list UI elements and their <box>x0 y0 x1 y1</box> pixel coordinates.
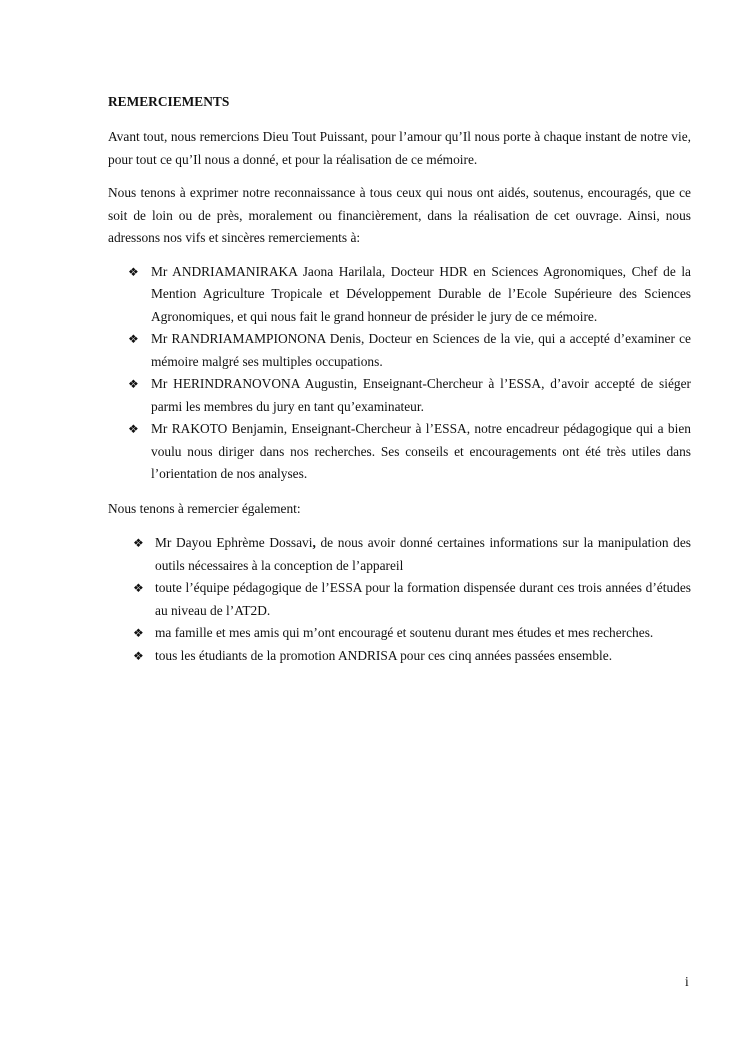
diamond-bullet-icon: ❖ <box>133 648 144 663</box>
paragraph-also-thank: Nous tenons à remercier également: <box>108 500 301 516</box>
list-item-text: de nous avoir donné certaines informations sur la manipulation des outils nécessaires à la conception de l’appareil <box>155 535 692 573</box>
list-item-text: Mr RANDRIAMAMPIONONA Denis, Docteur en Sciences de la vie, qui a accepté d’examiner ce mémoire malgré ses multiples occupations. <box>151 331 691 369</box>
list-item-text: ma famille et mes amis qui m’ont encouragé et soutenu durant mes études et mes recherches. <box>155 625 654 640</box>
paragraph-reconnaissance: Nous tenons à exprimer notre reconnaissance à tous ceux qui nous ont aidés, soutenus, encouragés, que ce soit de loin ou de près, moralement ou financièrement, dans la réalisation de cet ouvrage. Ainsi, nous adressons nos vifs et sincères remerciements à: <box>108 185 691 245</box>
list-item <box>108 373 691 418</box>
jury-list <box>108 261 691 486</box>
list-item-name: Mr Dayou Ephrème Dossavi <box>155 535 313 550</box>
paragraph-intro: Avant tout, nous remercions Dieu Tout Puissant, pour l’amour qu’Il nous porte à chaque instant de notre vie, pour tout ce qu’Il nous a donné, et pour la réalisation de ce mémoire. <box>108 129 691 167</box>
other-thanks-list <box>108 532 691 667</box>
diamond-bullet-icon: ❖ <box>133 581 144 595</box>
list-item-text: Mr ANDRIAMANIRAKA Jaona Harilala, Docteur HDR en Sciences Agronomiques, Chef de la Mention Agriculture Tropicale et Développement Durable de l’Ecole Supérieure des Sciences Agronomiques, et qui nous fait le grand honneur de présider le jury de ce mémoire. <box>151 263 691 324</box>
page-title: REMERCIEMENTS <box>108 94 230 109</box>
list-item <box>108 418 691 486</box>
list-item <box>108 532 691 577</box>
list-item <box>108 328 691 373</box>
list-item <box>108 645 691 668</box>
list-item <box>108 577 691 622</box>
diamond-bullet-icon: ❖ <box>128 332 139 346</box>
list-item <box>108 622 691 645</box>
list-item-text: Mr HERINDRANOVONA Augustin, Enseignant-Chercheur à l’ESSA, d’avoir accepté de siéger parmi les membres du jury en tant qu’examinateur. <box>151 376 691 414</box>
document-page <box>108 92 691 679</box>
diamond-bullet-icon: ❖ <box>128 264 139 279</box>
diamond-bullet-icon: ❖ <box>133 536 144 550</box>
list-item <box>108 261 691 329</box>
list-item-text: tous les étudiants de la promotion ANDRISA pour ces cinq années passées ensemble. <box>155 647 613 663</box>
list-item-text: Mr RAKOTO Benjamin, Enseignant-Chercheur à l’ESSA, notre encadreur pédagogique qui a bien voulu nous diriger dans nos recherches. Ses conseils et encouragements ont été très utiles dans l’orientation de nos analyses. <box>151 421 691 481</box>
diamond-bullet-icon: ❖ <box>128 377 139 391</box>
list-item-text: toute l’équipe pédagogique de l’ESSA pour la formation dispensée durant ces trois années d’études au niveau de l’AT2D. <box>155 580 691 618</box>
diamond-bullet-icon: ❖ <box>128 422 139 436</box>
diamond-bullet-icon: ❖ <box>133 626 144 640</box>
page-number: i <box>685 974 689 989</box>
list-item-comma: , <box>312 535 316 550</box>
